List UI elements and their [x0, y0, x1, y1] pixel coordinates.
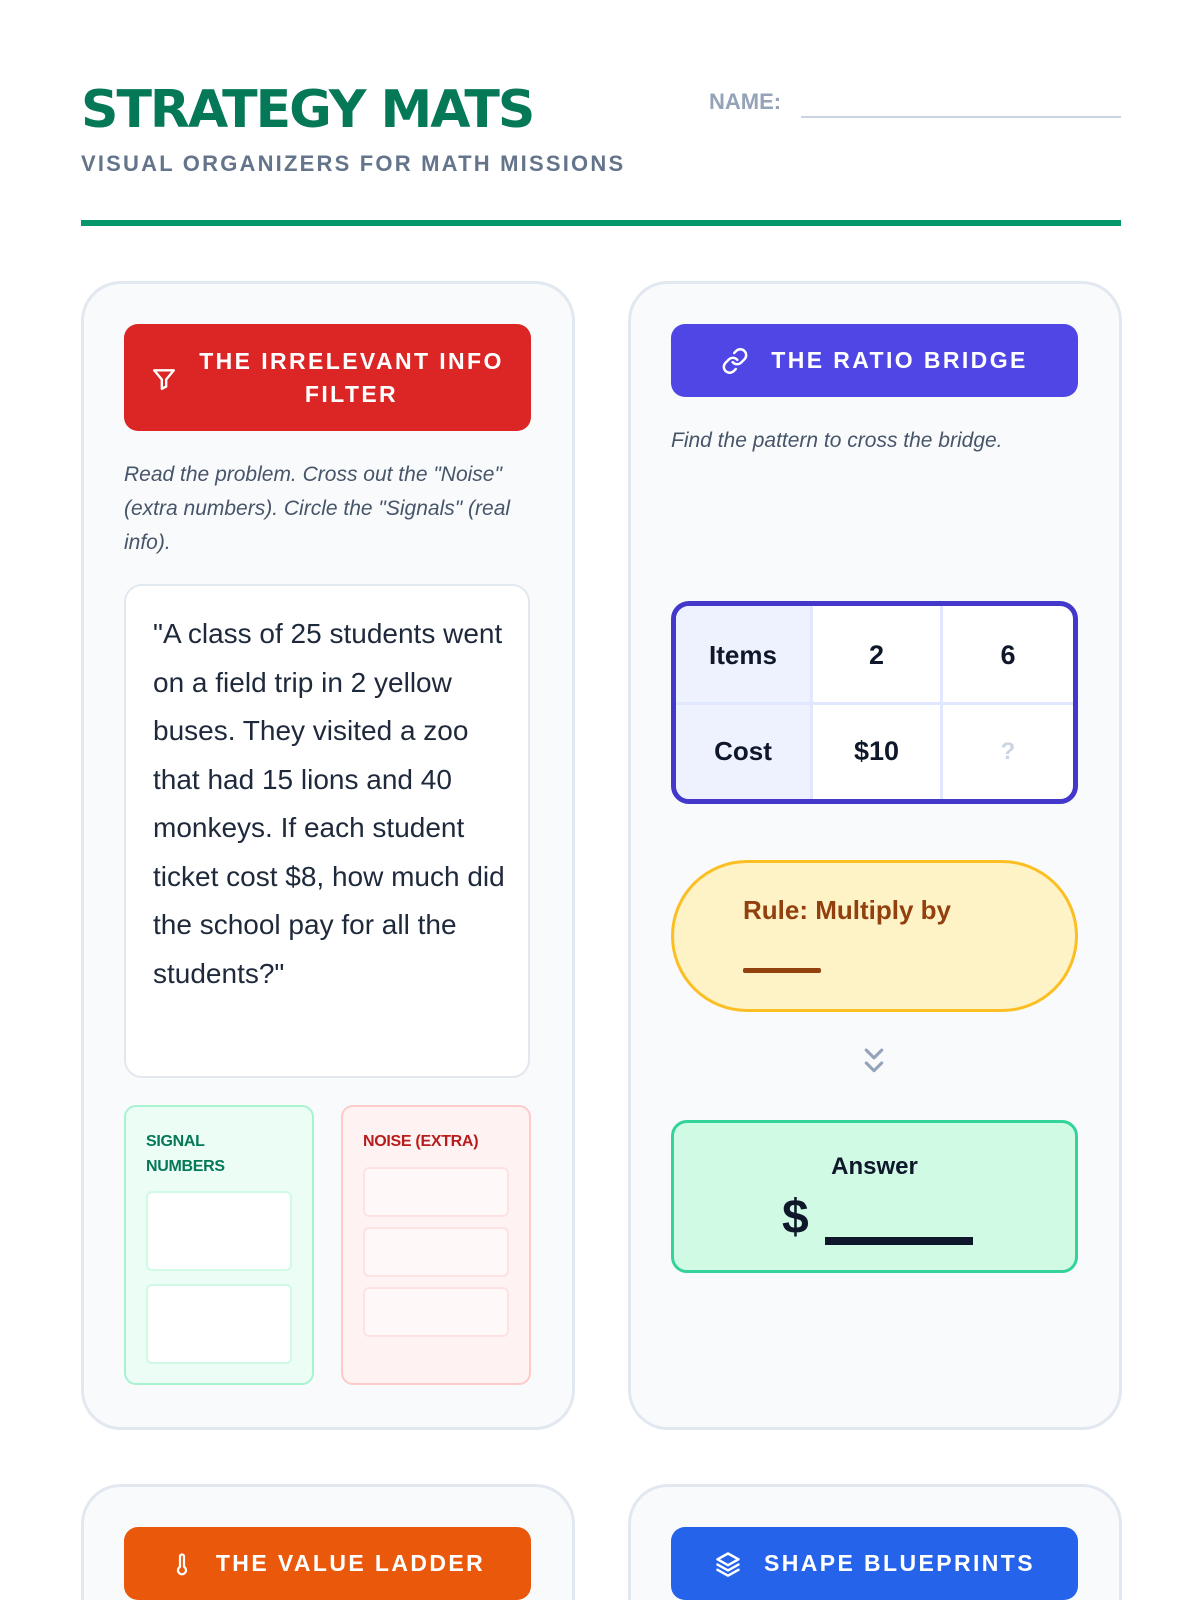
noise-extra-label: NOISE (EXTRA)	[363, 1133, 479, 1150]
signal-label-line2: NUMBERS	[146, 1158, 225, 1175]
page-subtitle: VISUAL ORGANIZERS FOR MATH MISSIONS	[81, 151, 626, 176]
header-divider	[81, 220, 1121, 226]
answer-box	[671, 1120, 1078, 1273]
link-icon	[721, 347, 749, 375]
blueprint-card-title: SHAPE BLUEPRINTS	[764, 1550, 1035, 1576]
ladder-card-title-banner	[124, 1527, 531, 1600]
page-title: STRATEGY MATS	[81, 80, 534, 140]
filter-instructions: Read the problem. Cross out the "Noise" (extra numbers). Circle the "Signals" (real info).	[124, 463, 511, 554]
signal-slot[interactable]	[146, 1284, 292, 1364]
ladder-card-title: THE VALUE LADDER	[215, 1550, 486, 1576]
answer-dollar-sign: $	[782, 1191, 809, 1244]
ratio-cell-items-2: 6	[1000, 639, 1016, 670]
noise-slot[interactable]	[363, 1167, 509, 1217]
name-label: NAME:	[709, 89, 782, 114]
blueprint-card-title-banner	[671, 1527, 1078, 1600]
answer-blank[interactable]	[825, 1237, 973, 1245]
ratio-card-title: THE RATIO BRIDGE	[771, 347, 1028, 373]
rule-blank[interactable]	[743, 968, 821, 973]
chevrons-down-icon	[858, 1045, 890, 1081]
ratio-card-title-banner	[671, 324, 1078, 397]
signal-label-line1: SIGNAL	[146, 1133, 205, 1150]
answer-label: Answer	[831, 1153, 918, 1180]
filter-card-title-line2: FILTER	[304, 380, 399, 407]
rule-pill	[671, 860, 1078, 1012]
ratio-instructions: Find the pattern to cross the bridge.	[671, 429, 1003, 452]
thermometer-icon	[170, 1549, 194, 1579]
layers-icon	[714, 1550, 742, 1578]
filter-card-title-banner	[124, 324, 531, 431]
noise-extra-box	[341, 1105, 531, 1385]
filter-card-title	[199, 345, 504, 411]
signal-slot[interactable]	[146, 1191, 292, 1271]
ratio-row-label-cost: Cost	[676, 704, 810, 799]
filter-icon	[151, 366, 177, 392]
signal-numbers-box	[124, 1105, 314, 1385]
noise-slot[interactable]	[363, 1287, 509, 1337]
filter-card-title-line1: THE IRRELEVANT INFO	[199, 347, 504, 374]
page-header	[81, 80, 1121, 228]
name-field[interactable]	[801, 116, 1121, 118]
ratio-table	[671, 601, 1078, 804]
ratio-cell-cost-unknown[interactable]: ?	[1000, 737, 1016, 765]
signal-numbers-label	[146, 1129, 225, 1179]
ratio-cell-items-1: 2	[868, 639, 885, 670]
rule-label: Rule: Multiply by	[743, 895, 951, 925]
noise-slot[interactable]	[363, 1227, 509, 1277]
word-problem-text: "A class of 25 students went on a field trip in 2 yellow buses. They visited a zoo that had 15 lions and 40 monkeys. If each student ticket cost $8, how much did the school pay for all the students?"	[124, 584, 530, 1078]
ratio-cell-cost-1: $10	[853, 736, 900, 766]
table-divider	[676, 702, 1073, 705]
ratio-row-label-items: Items	[676, 606, 810, 704]
